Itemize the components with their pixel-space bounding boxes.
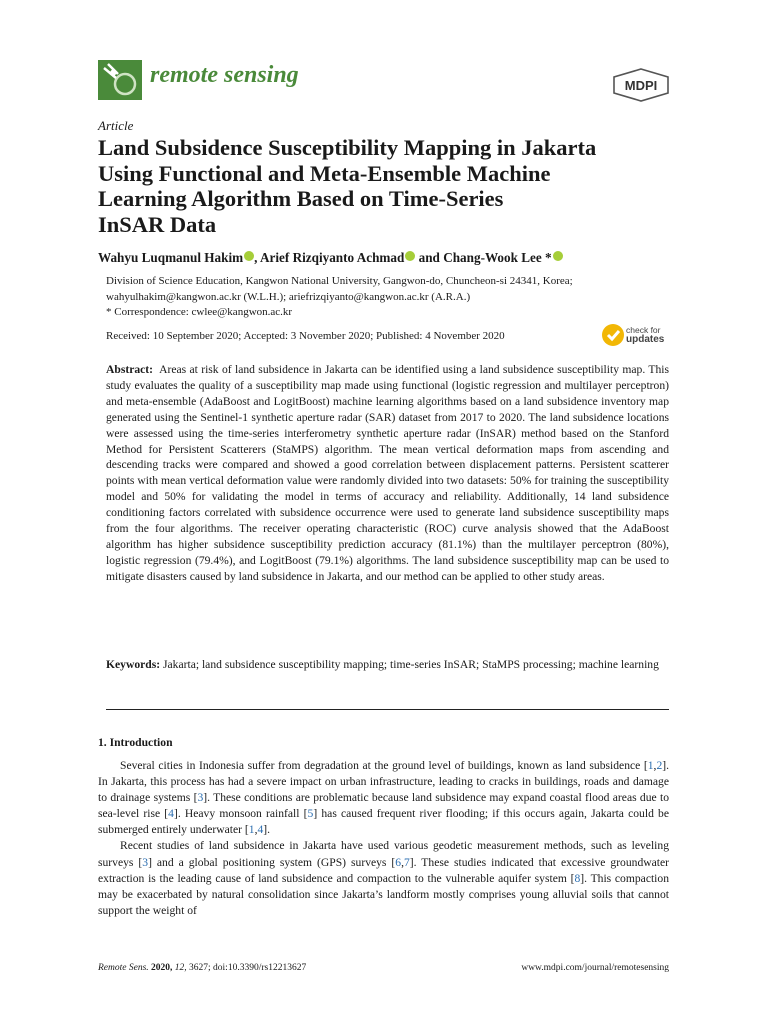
journal-name: remote sensing: [150, 62, 299, 88]
abstract-label: Abstract:: [106, 363, 154, 376]
citation-link[interactable]: 1: [647, 759, 654, 772]
citation-link[interactable]: 2: [656, 759, 663, 772]
footer-doi: 3627; doi:10.3390/rs12213627: [189, 963, 307, 973]
page-title: [98, 135, 678, 237]
body-text: ] and a global positioning system (GPS) surveys [: [148, 855, 396, 869]
title-line: Land Subsidence Susceptibility Mapping in Jakarta: [98, 135, 597, 160]
affiliation-line: Division of Science Education, Kangwon National University, Gangwon-do, Chuncheon-si 24341, Korea;: [106, 275, 573, 287]
paragraph: [98, 758, 669, 838]
journal-logo-icon: [98, 60, 142, 100]
body-text: ]. In Jakarta, this process has had a severe impact on urban infrastructure, leading to cracks in buildings, roads and damage to drainage systems [: [98, 759, 669, 805]
citation-link[interactable]: 8: [574, 871, 581, 885]
citation-link[interactable]: 3: [142, 855, 149, 869]
footer-citation: [98, 963, 306, 973]
section-heading: 1. Introduction: [98, 736, 173, 749]
orcid-icon[interactable]: [405, 251, 415, 261]
divider: [106, 709, 669, 710]
author-list: Wahyu Luqmanul Hakim , Arief Rizqiyanto Achmad and Chang-Wook Lee *: [98, 250, 563, 266]
publication-dates: Received: 10 September 2020; Accepted: 3 November 2020; Published: 4 November 2020: [106, 330, 505, 342]
footer-url[interactable]: www.mdpi.com/journal/remotesensing: [521, 963, 669, 973]
title-line: InSAR Data: [98, 211, 217, 237]
check-updates-line2: updates: [626, 334, 665, 345]
body-text: ]. This compaction may be exacerbated by natural consolidation since Jakarta’s landform mostly comprises young alluvial soils that cannot support the weight of: [98, 871, 669, 917]
body-text: Recent studies of land subsidence in Jakarta have used various geodetic measurement methods, such as leveling surveys [: [98, 839, 669, 869]
footer-volume: 12,: [174, 963, 187, 973]
body-text: ,: [254, 823, 258, 837]
citation-link[interactable]: 6: [395, 855, 402, 869]
author-name[interactable]: Chang-Wook Lee *: [443, 250, 552, 265]
body-text: ] has caused frequent river flooding; if this occurs again, Jakarta could be submerged entirely underwater [: [98, 807, 669, 837]
citation-link[interactable]: 1: [248, 823, 255, 837]
introduction-body: [98, 758, 669, 919]
paragraph: [98, 838, 669, 918]
citation-link[interactable]: 5: [307, 807, 314, 821]
orcid-icon[interactable]: [244, 251, 254, 261]
article-type: Article: [98, 118, 134, 133]
check-updates-icon: [600, 322, 626, 348]
body-text: ,: [401, 855, 404, 869]
citation-link[interactable]: 7: [403, 855, 410, 869]
author-name[interactable]: Wahyu Luqmanul Hakim: [98, 250, 244, 265]
keywords-text: Jakarta; land subsidence susceptibility mapping; time-series InSAR; StaMPS processing; machine learning: [163, 658, 659, 671]
body-text: Several cities in Indonesia suffer from degradation at the ground level of buildings, known as land subsidence [: [120, 759, 648, 772]
citation-link[interactable]: 4: [168, 807, 174, 821]
body-text: ]. Heavy monsoon rainfall [: [173, 807, 308, 821]
orcid-icon[interactable]: [553, 251, 563, 261]
keywords-label: Keywords:: [106, 658, 161, 671]
check-updates-badge[interactable]: [600, 322, 672, 350]
abstract: [106, 362, 669, 585]
body-text: ]. These conditions are problematic because land subsidence may expand coastal flood areas due to sea-level rise [: [98, 791, 669, 821]
citation-link[interactable]: 3: [197, 791, 204, 805]
body-text: ,: [653, 759, 657, 772]
title-line: Learning Algorithm Based on Time-Series: [98, 186, 504, 211]
correspondence-line: * Correspondence: cwlee@kangwon.ac.kr: [106, 306, 293, 319]
publisher-logo-text: MDPI: [624, 78, 658, 93]
citation-link[interactable]: 4: [257, 823, 264, 837]
affiliations: [106, 274, 573, 321]
abstract-text: Areas at risk of land subsidence in Jakarta can be identified using a land subsidence susceptibility map. This study evaluates the quality of a susceptibility map made using functional (logistic regression and multilayer perceptron) and meta-ensemble (AdaBoost and LogitBoost) machine learning algorithms based on a land subsidence inventory map generated using the Sentinel-1 synthetic aperture radar (SAR) dataset from 2017 to 2020. The land subsidence locations were assessed using the time-series interferometry synthetic aperture radar (InSAR) method based on the Stanford Method for Persistent Scatterers (StaMPS) algorithm. The mean vertical deformation maps from ascending and descending tracks were compared and showed a good correlation between displacement patterns. Persistent scatterer points with mean vertical deformation value were randomly divided into two datasets: 50% for training the susceptibility model and 50% for validating the model in terms of accuracy and reliability. Additionally, 14 land subsidence conditioning factors correlated with subsidence occurrence were used to generate land subsidence susceptibility maps from the four algorithms. The receiver operating characteristic (ROC) curve analysis showed that the AdaBoost algorithm has higher subsidence susceptibility prediction accuracy (81.1%) than the multilayer perceptron (80%), logistic regression (79.4%), and LogitBoost (79.1%) algorithms. The land subsidence susceptibility map can be used to mitigate disasters caused by land subsidence in Jakarta, and our method can be applied to other study areas.: [106, 363, 669, 583]
keywords: [106, 657, 669, 673]
mdpi-logo-icon: [612, 68, 670, 102]
body-text: ].: [263, 823, 271, 837]
affiliation-line: wahyulhakim@kangwon.ac.kr (W.L.H.); ariefrizqiyanto@kangwon.ac.kr (A.R.A.): [106, 290, 471, 303]
body-text: ]. These studies indicated that excessive groundwater extraction is the leading cause of land subsidence and compaction to the vulnerable aquifer system [: [98, 855, 669, 885]
author-name[interactable]: Arief Rizqiyanto Achmad: [260, 250, 405, 265]
footer-journal-abbrev: Remote Sens.: [98, 963, 149, 973]
check-updates-line1: check for: [626, 325, 661, 335]
footer-year: 2020,: [151, 963, 173, 973]
title-line: Using Functional and Meta-Ensemble Machine: [98, 160, 551, 186]
